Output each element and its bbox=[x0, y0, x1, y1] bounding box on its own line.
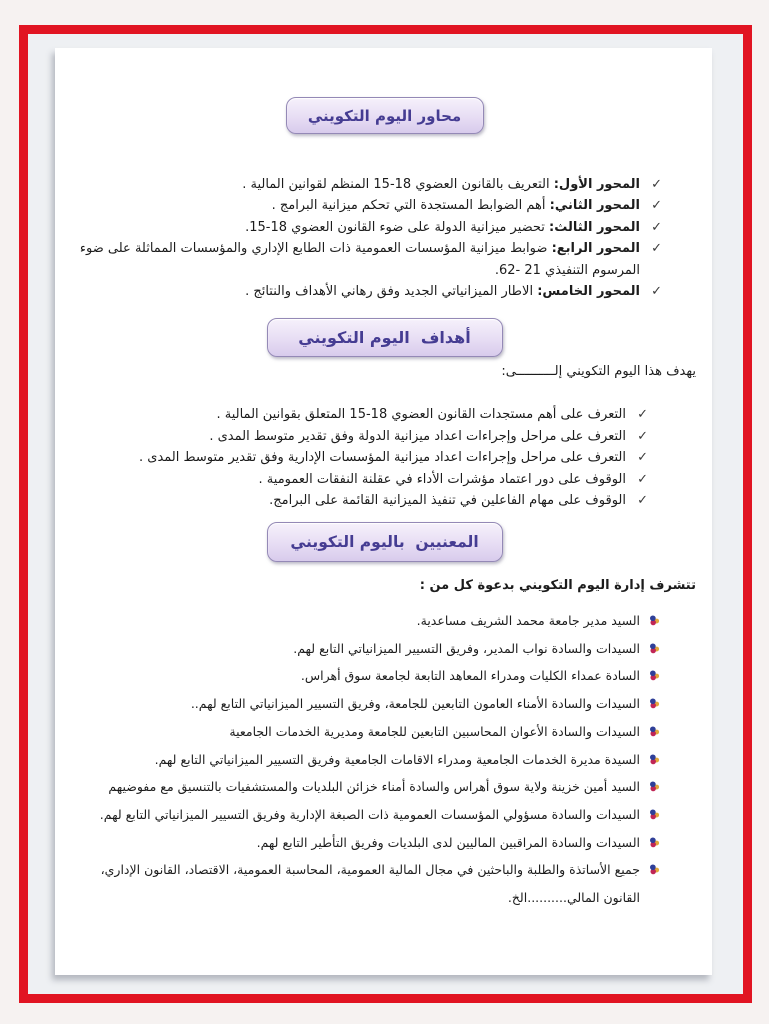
invitees-list-item bbox=[77, 690, 662, 718]
document-page bbox=[55, 48, 712, 975]
flower-bullet-icon bbox=[649, 670, 660, 681]
checkmark-icon: ✓ bbox=[637, 450, 648, 465]
flower-bullet-icon bbox=[649, 864, 660, 875]
invitees-item-text: السيدات والسادة المراقبين الماليين لدى البلديات وفريق التأطير التابع لهم. bbox=[256, 834, 640, 850]
axes-list-item bbox=[75, 238, 662, 281]
invitees-intro: تتشرف إدارة اليوم التكويني بدعوة كل من : bbox=[419, 578, 696, 593]
objectives-item-text: الوقوف على دور اعتماد مؤشرات الأداء في عقلنة النفقات العمومية . bbox=[258, 471, 626, 487]
invitees-item-text: السيد مدير جامعة محمد الشريف مساعدية. bbox=[416, 613, 640, 628]
checkmark-icon: ✓ bbox=[637, 493, 648, 508]
invitees-list-item bbox=[77, 801, 662, 829]
flower-bullet-icon bbox=[649, 698, 660, 709]
invitees-item-text: السادة عمداء الكليات ومدراء المعاهد التابعة لجامعة سوق أهراس. bbox=[300, 668, 640, 684]
invitees-list-item bbox=[77, 829, 662, 857]
objectives-item-text: التعرف على مراحل وإجراءات اعداد ميزانية الدولة وفق تقدير متوسط المدى . bbox=[209, 428, 626, 444]
flower-bullet-icon bbox=[649, 726, 660, 737]
objectives-item-text: التعرف على أهم مستجدات القانون العضوي 18-15 المتعلق بقوانين المالية . bbox=[216, 407, 626, 422]
axes-item-text: المحور الخامس: الاطار الميزانياتي الجديد وفق رهاني الأهداف والنتائج . bbox=[245, 284, 640, 300]
invitees-list-item bbox=[77, 718, 662, 746]
banner-axes-title: محاور اليوم التكويني bbox=[286, 97, 484, 134]
invitees-list-item bbox=[77, 662, 662, 690]
checkmark-icon: ✓ bbox=[651, 177, 662, 192]
objectives-item-text: التعرف على مراحل وإجراءات اعداد ميزانية المؤسسات الإدارية وفق تقدير متوسط المدى . bbox=[139, 450, 626, 465]
flower-bullet-icon bbox=[649, 754, 660, 765]
flower-bullet-icon bbox=[649, 781, 660, 792]
checkmark-icon: ✓ bbox=[651, 219, 662, 235]
axes-item-text: المحور الثاني: أهم الضوابط المستجدة التي تحكم ميزانية البرامج . bbox=[271, 198, 640, 214]
invitees-list-item bbox=[77, 746, 662, 774]
checkmark-icon: ✓ bbox=[651, 241, 662, 257]
invitees-list-item bbox=[77, 635, 662, 663]
banner-objectives-title: أهداف اليوم التكويني bbox=[267, 318, 503, 357]
axes-item-text: المحور الثالث: تحضير ميزانية الدولة على ضوء القانون العضوي 18-15. bbox=[245, 219, 640, 235]
invitees-list bbox=[77, 607, 662, 912]
checkmark-icon: ✓ bbox=[651, 198, 662, 214]
invitees-item-text: السيدات والسادة الأمناء العامون التابعين للجامعة، وفريق التسيير الميزانياتي التابع لهم.. bbox=[190, 696, 640, 712]
checkmark-icon: ✓ bbox=[651, 284, 662, 300]
axes-list-item bbox=[75, 281, 662, 302]
axes-list-item bbox=[75, 217, 662, 238]
axes-item-text: المحور الرابع: ضوابط ميزانية المؤسسات العمومية ذات الطابع الإداري والمؤسسات المماثلة على ضوء المرسوم التنفيذي 21 -62. bbox=[79, 241, 640, 278]
invitees-item-text: السيدة مديرة الخدمات الجامعية ومدراء الاقامات الجامعية وفريق التسيير الميزانياتي التابع لهم. bbox=[154, 751, 640, 767]
axes-list-item bbox=[75, 174, 662, 195]
objectives-list-item bbox=[75, 469, 648, 491]
flower-bullet-icon bbox=[649, 643, 660, 654]
banner-invitees-title: المعنيين باليوم التكويني bbox=[267, 522, 503, 562]
checkmark-icon: ✓ bbox=[637, 428, 648, 444]
axes-list-item bbox=[75, 195, 662, 216]
objectives-item-text: الوقوف على مهام الفاعلين في تنفيذ الميزانية القائمة على البرامج. bbox=[269, 493, 626, 508]
objectives-list-item bbox=[75, 404, 648, 426]
flower-bullet-icon bbox=[649, 837, 660, 848]
flower-bullet-icon bbox=[649, 809, 660, 820]
objectives-list-item bbox=[75, 490, 648, 512]
axes-item-text: المحور الأول: التعريف بالقانون العضوي 18-15 المنظم لقوانين المالية . bbox=[242, 177, 640, 192]
axes-list bbox=[75, 174, 662, 302]
invitees-item-text: السيدات والسادة الأعوان المحاسبين التابعين للجامعة ومديرية الخدمات الجامعية bbox=[229, 723, 640, 739]
invitees-item-text: السيدات والسادة مسؤولي المؤسسات العمومية ذات الصبغة الإدارية وفريق التسيير الميزانياتي التابع لهم. bbox=[99, 806, 640, 822]
checkmark-icon: ✓ bbox=[637, 471, 648, 487]
flower-bullet-icon bbox=[649, 615, 660, 626]
invitees-list-item bbox=[77, 773, 662, 801]
invitees-item-text: السيد أمين خزينة ولاية سوق أهراس والسادة أمناء خزائن البلديات والمستشفيات بالتنسيق مع مفوضيهم bbox=[108, 779, 640, 795]
invitees-item-text: السيدات والسادة نواب المدير، وفريق التسيير الميزانياتي التابع لهم. bbox=[293, 640, 640, 656]
invitees-item-text: جميع الأساتذة والطلبة والباحثين في مجال المالية العمومية، المحاسبة العمومية، الاقتصاد، القانون الإداري، القانون المالي..........الخ. bbox=[100, 862, 640, 906]
objectives-list bbox=[75, 404, 648, 512]
checkmark-icon: ✓ bbox=[637, 407, 648, 422]
invitees-list-item bbox=[77, 607, 662, 635]
invitees-list-item bbox=[77, 856, 662, 911]
objectives-list-item bbox=[75, 426, 648, 448]
objectives-intro: يهدف هذا اليوم التكويني إلــــــــــى: bbox=[501, 364, 696, 379]
objectives-list-item bbox=[75, 447, 648, 469]
